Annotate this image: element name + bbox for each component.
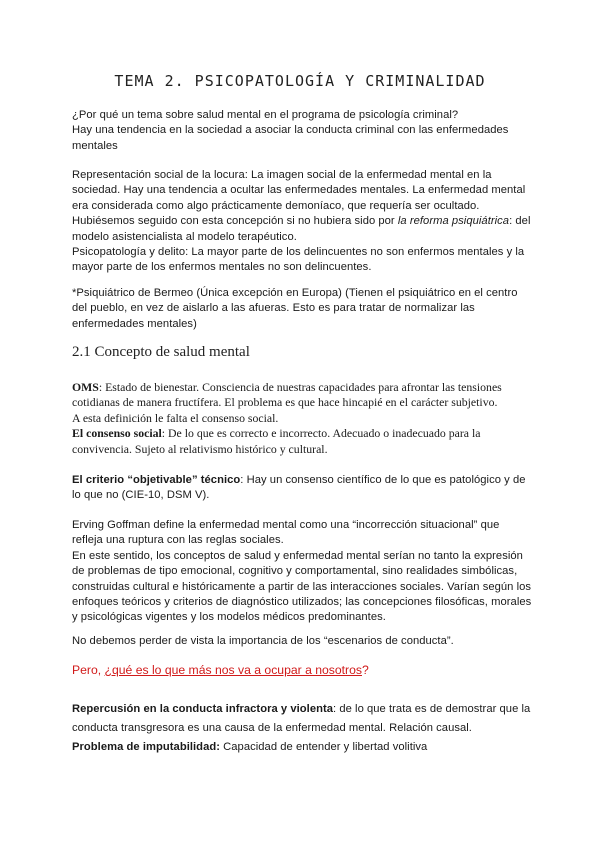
closing-block (72, 700, 532, 757)
oms-note: A esta definición le falta el consenso social. (72, 410, 279, 425)
reform-italic: la reforma psiquiátrica (397, 215, 510, 228)
bermeo-note (72, 286, 532, 332)
repercussion-label: Repercusión en la conducta infractora y violenta (72, 703, 334, 715)
section-heading: 2.1 Concepto de salud mental (72, 344, 250, 360)
crime-paragraph: Psicopatología y delito: La mayor parte de los delincuentes no son enfermos mentales y la mayor parte de los enfermos mentales no son delincuentes. (72, 246, 525, 274)
objective-block (72, 473, 532, 504)
definitions-block (72, 380, 532, 457)
oms-label: OMS (72, 380, 99, 394)
oms-paragraph (72, 380, 532, 411)
objective-paragraph (72, 473, 532, 504)
document-title: TEMA 2. PSICOPATOLOGÍA Y CRIMINALIDAD (114, 72, 486, 90)
red-question (72, 663, 532, 677)
reform-text-before: Hubiésemos seguido con esta concepción si no hubiera sido por (72, 215, 398, 228)
bermeo-text: *Psiquiátrico de Bermeo (Única excepción en Europa) (Tienen el psiquiátrico en el centro del pueblo, en vez de aislarlo a las afueras. Esto es para tratar de normalizar las enfermedades mentales) (72, 287, 518, 330)
social-label: El consenso social (72, 426, 162, 441)
imputability-text: Capacidad de entender y libertad volitiva (220, 741, 428, 753)
goffman-block (72, 518, 532, 626)
intro-tendency: Hay una tendencia en la sociedad a asociar la conducta criminal con las enfermedades mentales (72, 124, 509, 152)
goffman-paragraph-1: Erving Goffman define la enfermedad mental como una “incorrección situacional” que refleja una ruptura con las reglas sociales. (72, 519, 500, 547)
objective-label: El criterio “objetivable” técnico (72, 474, 241, 486)
reform-paragraph (72, 214, 532, 245)
oms-text: : Estado de bienestar. Consciencia de nuestras capacidades para afrontar las tensiones cotidianas de manera fructífera. El problema es que hace hincapié en el carácter subjetivo. (72, 380, 502, 410)
goffman-paragraph-2: En este sentido, los conceptos de salud y enfermedad mental serían no tanto la expresión de problemas de tipo emocional, cognitivo y comportamental, sino realidades simbólicas, construidas cultural e históricamente a partir de las interacciones sociales. Varían según los enfoques teóricos y criterios de diagnóstico utilizados; las concepciones filosóficas, morales y psicológicas vigentes y los modelos médicos predominantes. (72, 549, 532, 624)
representation-text: Representación social de la locura: La imagen social de la enfermedad mental en la sociedad. Hay una tendencia a ocultar las enfermedades mentales. La enfermedad mental era considerada como algo prácticamente demoníaco, que requería ser ocultado. (72, 169, 526, 212)
intro-block (72, 108, 532, 154)
scenarios-block (72, 634, 532, 649)
social-paragraph (72, 426, 532, 457)
repercussion-text: : de lo que trata es de demostrar que la conducta transgresora es una causa de la enfermedad mental. Relación causal. (72, 703, 531, 734)
red-question-underlined: ¿qué es lo que más nos va a ocupar a nosotros (104, 663, 362, 677)
reform-text-after: : del modelo asistencialista al modelo terapéutico. (72, 215, 531, 243)
imputability-paragraph (72, 738, 532, 757)
red-question-prefix: Pero, (72, 663, 105, 677)
intro-question: ¿Por qué un tema sobre salud mental en el programa de psicología criminal? (72, 109, 459, 121)
repercussion-paragraph (72, 700, 532, 738)
imputability-label: Problema de imputabilidad: (72, 741, 220, 753)
social-text: : De lo que es correcto e incorrecto. Adecuado o inadecuado para la convivencia. Sujeto al relativismo histórico y cultural. (72, 426, 481, 456)
objective-text: : Hay un consenso científico de lo que es patológico y de lo que no (CIE-10, DSM V). (72, 474, 526, 502)
red-question-suffix: ? (361, 663, 369, 677)
representation-block (72, 168, 532, 276)
scenarios-text: No debemos perder de vista la importancia de los “escenarios de conducta”. (72, 635, 454, 647)
